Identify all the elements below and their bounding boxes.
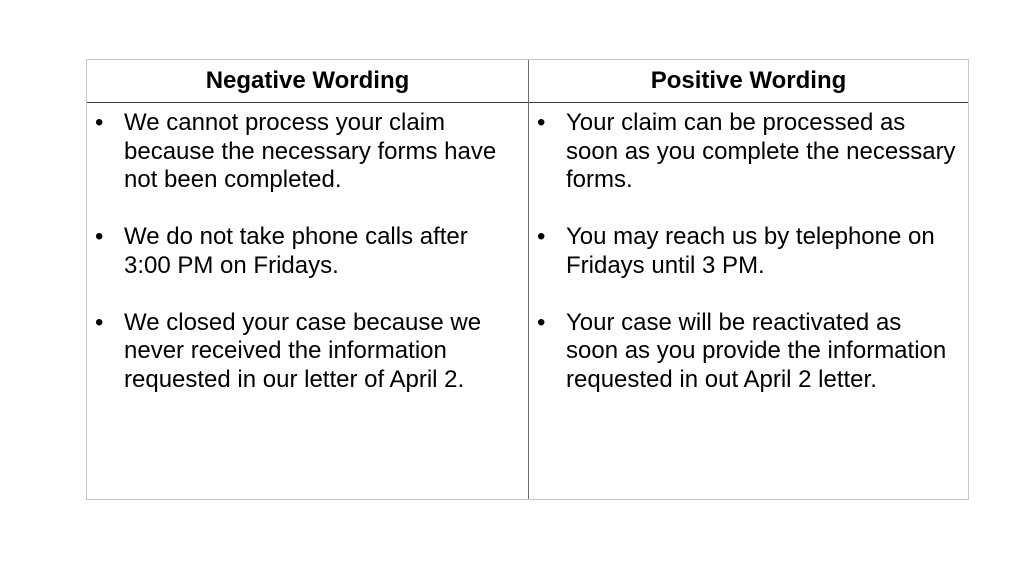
bullet-icon: • xyxy=(95,223,104,250)
positive-wording-cell xyxy=(529,103,968,394)
negative-wording-cell xyxy=(87,103,528,394)
list-item-text: You may reach us by telephone on Fridays until 3 PM. xyxy=(566,223,935,279)
list-item-text: Your case will be reactivated as soon as you provide the information requested in out April 2 letter. xyxy=(566,308,947,393)
positive-wording-header: Positive Wording xyxy=(529,60,968,103)
list-item xyxy=(95,309,518,395)
list-item xyxy=(95,223,518,280)
list-item-text: We do not take phone calls after 3:00 PM on Fridays. xyxy=(124,223,468,279)
bullet-icon: • xyxy=(95,308,104,336)
negative-wording-header: Negative Wording xyxy=(87,60,528,103)
list-item-text: We closed your case because we never received the information requested in our letter of April 2. xyxy=(124,308,482,393)
list-item xyxy=(537,223,958,280)
negative-wording-list xyxy=(95,109,518,394)
bullet-icon: • xyxy=(537,109,546,136)
comparison-table xyxy=(86,59,969,500)
list-item xyxy=(537,109,958,195)
bullet-icon: • xyxy=(95,109,104,136)
positive-wording-column xyxy=(529,60,968,499)
list-item xyxy=(537,309,958,395)
bullet-icon: • xyxy=(537,223,546,250)
negative-wording-column xyxy=(87,60,529,499)
list-item-text: Your claim can be processed as soon as you complete the necessary forms. xyxy=(566,109,956,193)
positive-wording-list xyxy=(537,109,958,394)
bullet-icon: • xyxy=(537,308,546,336)
list-item xyxy=(95,109,518,195)
list-item-text: We cannot process your claim because the necessary forms have not been completed. xyxy=(124,109,497,193)
